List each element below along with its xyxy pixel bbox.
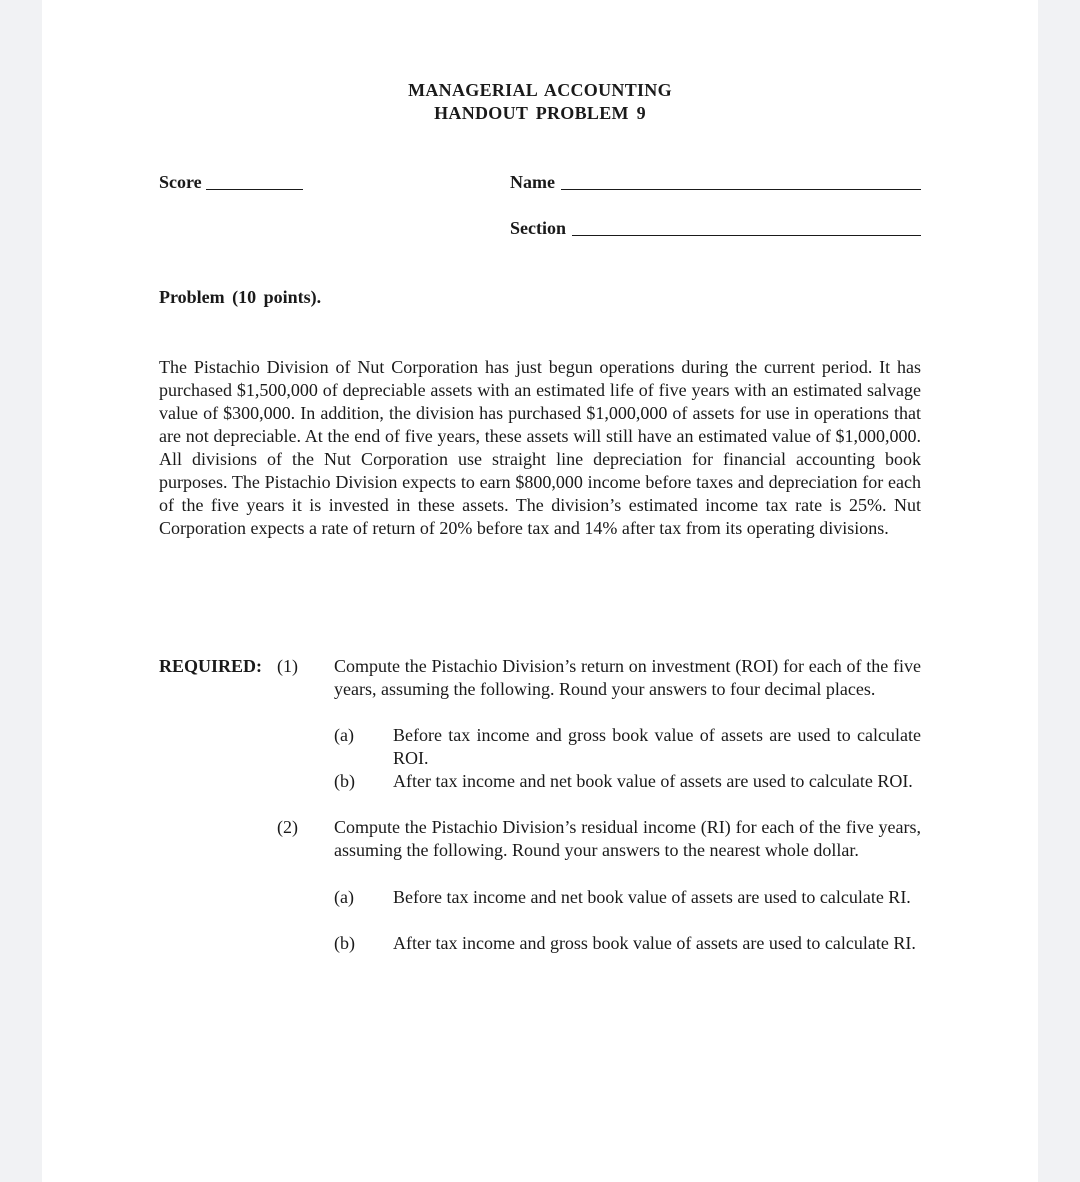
required-item-1-text: Compute the Pistachio Division’s return on investment (ROI) for each of the five years, assuming the following. Round your answers to four decimal places.	[334, 656, 921, 699]
required-label	[159, 655, 262, 678]
score-label: Score	[159, 172, 202, 192]
score-blank[interactable]	[206, 189, 303, 190]
required-item-2a-letter: (a)	[334, 887, 354, 907]
required-item-1b-text: After tax income and net book value of assets are used to calculate ROI.	[393, 771, 913, 791]
required-item-1b-letter: (b)	[334, 771, 355, 791]
problem-heading: Problem (10 points).	[159, 287, 322, 307]
required-item-2a-text: Before tax income and net book value of assets are used to calculate RI.	[393, 887, 911, 907]
required-item-2-number: (2)	[277, 817, 298, 837]
name-label: Name	[510, 172, 555, 192]
problem-paragraph: The Pistachio Division of Nut Corporation has just begun operations during the current period. It has purchased $1,500,000 of depreciable assets with an estimated life of five years with an estimated salvage value of $300,000. In addition, the division has purchased $1,000,000 of assets for use in operations that are not depreciable. At the end of five years, these assets will still have an estimated value of $1,000,000. All divisions of the Nut Corporation use straight line depreciation for financial accounting book purposes. The Pistachio Division expects to earn $800,000 income before taxes and depreciation for each of the five years it is invested in these assets. The division’s estimated income tax rate is 25%. Nut Corporation expects a rate of return of 20% before tax and 14% after tax from its operating divisions.	[159, 357, 921, 538]
section-label: Section	[510, 218, 566, 238]
section-blank[interactable]	[572, 235, 921, 236]
required-item-1-number: (1)	[277, 656, 298, 676]
required-label-text: REQUIRED:	[159, 656, 263, 676]
required-item-1a-text: Before tax income and gross book value of assets are used to calculate ROI.	[393, 725, 921, 768]
required-item-2-text: Compute the Pistachio Division’s residual income (RI) for each of the five years, assuming the following. Round your answers to the nearest whole dollar.	[334, 817, 921, 860]
document-subtitle: HANDOUT PROBLEM 9	[434, 103, 646, 123]
required-item-1a-letter: (a)	[334, 725, 354, 745]
required-item-2b-text: After tax income and gross book value of assets are used to calculate RI.	[393, 933, 916, 953]
name-blank[interactable]	[561, 189, 921, 190]
required-item-2b-letter: (b)	[334, 933, 355, 953]
document-title: MANAGERIAL ACCOUNTING	[408, 80, 672, 100]
